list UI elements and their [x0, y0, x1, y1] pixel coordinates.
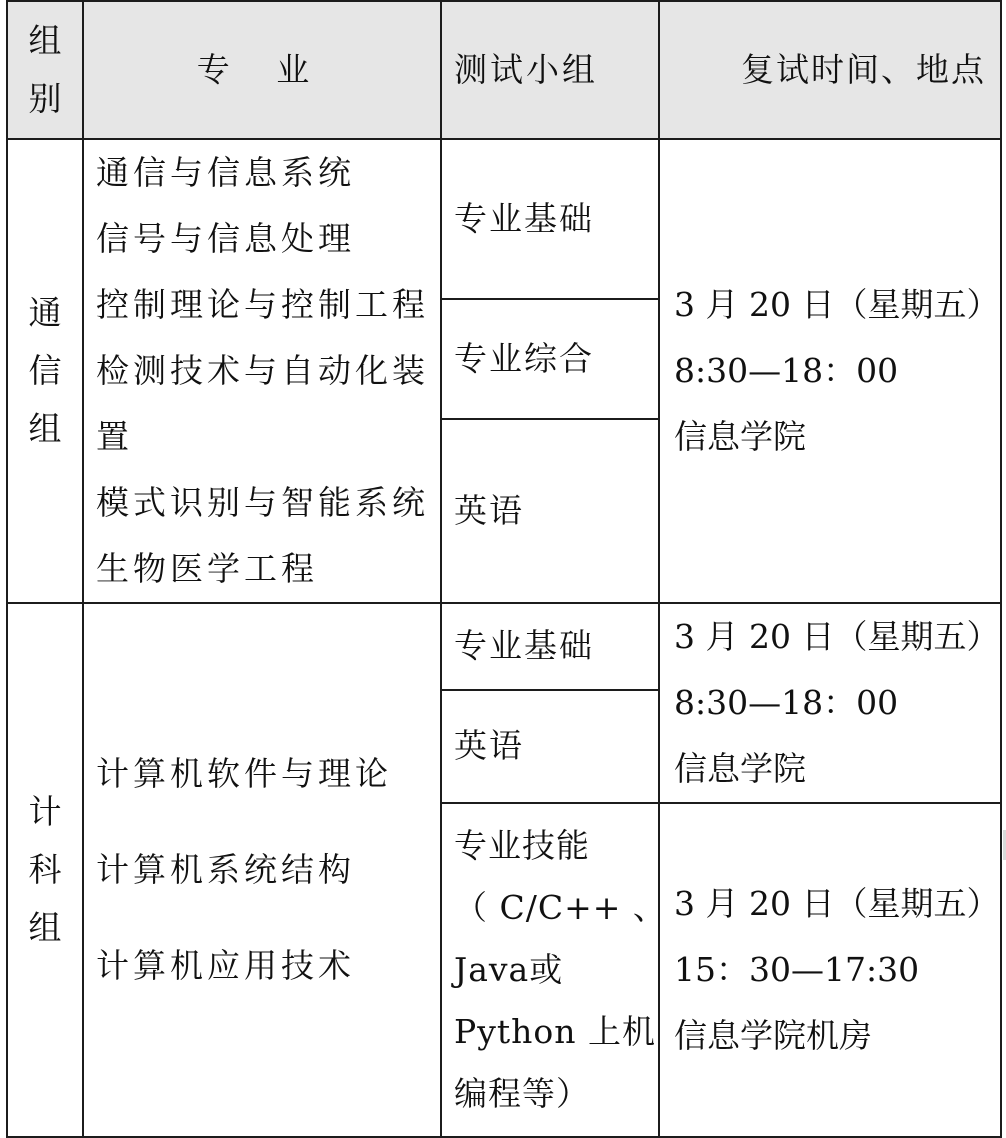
comm-test-basic: 专业基础 [441, 139, 659, 299]
major-item: 模式识别与智能系统 [96, 483, 429, 522]
major-item: 控制理论与控制工程 [96, 285, 429, 324]
major-item: 通信与信息系统 [96, 153, 355, 192]
cs-test-english: 英语 [441, 690, 659, 803]
hours-text: 8:30—18：00 [674, 683, 899, 722]
cs-test-basic: 专业基础 [441, 603, 659, 690]
comm-row-1 [7, 139, 1001, 299]
cs-group-cell: 计科组 [7, 603, 83, 1137]
major-item: 计算机应用技术 [96, 946, 355, 985]
cs-majors-cell [83, 603, 441, 1137]
cs-row-1 [7, 603, 1001, 690]
major-item: 信号与信息处理 [96, 219, 355, 258]
hours-text: 15：30—17:30 [674, 950, 920, 989]
comm-test-english: 英语 [441, 419, 659, 603]
retest-schedule-table [6, 0, 1002, 1138]
hours-text: 8:30—18：00 [674, 351, 899, 390]
comm-test-comprehensive: 专业综合 [441, 299, 659, 420]
major-item: 检测技术与自动化装 [96, 351, 429, 390]
major-item: 计算机系统结构 [96, 850, 355, 889]
major-item: 置 [96, 417, 133, 456]
date-text: 3 月 20 日（星期五） [674, 285, 1000, 324]
comm-majors-cell [83, 139, 441, 603]
header-group: 组别 [7, 1, 83, 139]
comm-time-cell [659, 139, 1001, 603]
date-text: 3 月 20 日（星期五） [674, 884, 1000, 923]
place-text: 信息学院机房 [674, 1016, 872, 1055]
header-time-place: 复试时间、地点 [659, 1, 1001, 139]
major-item: 生物医学工程 [96, 549, 318, 588]
comm-group-cell: 通信组 [7, 139, 83, 603]
date-text: 3 月 20 日（星期五） [674, 617, 1000, 656]
place-text: 信息学院 [674, 417, 806, 456]
cs-test-skill: 专业技能 （ C/C++ 、 Java或 Python 上机 编程等） [441, 803, 659, 1137]
header-test-group: 测试小组 [441, 1, 659, 139]
major-item: 计算机软件与理论 [96, 754, 392, 793]
header-major: 专 业 [83, 1, 441, 139]
cs-time-cell-2 [659, 803, 1001, 1137]
place-text: 信息学院 [674, 749, 806, 788]
cs-time-cell-1 [659, 603, 1001, 803]
header-row [7, 1, 1001, 139]
